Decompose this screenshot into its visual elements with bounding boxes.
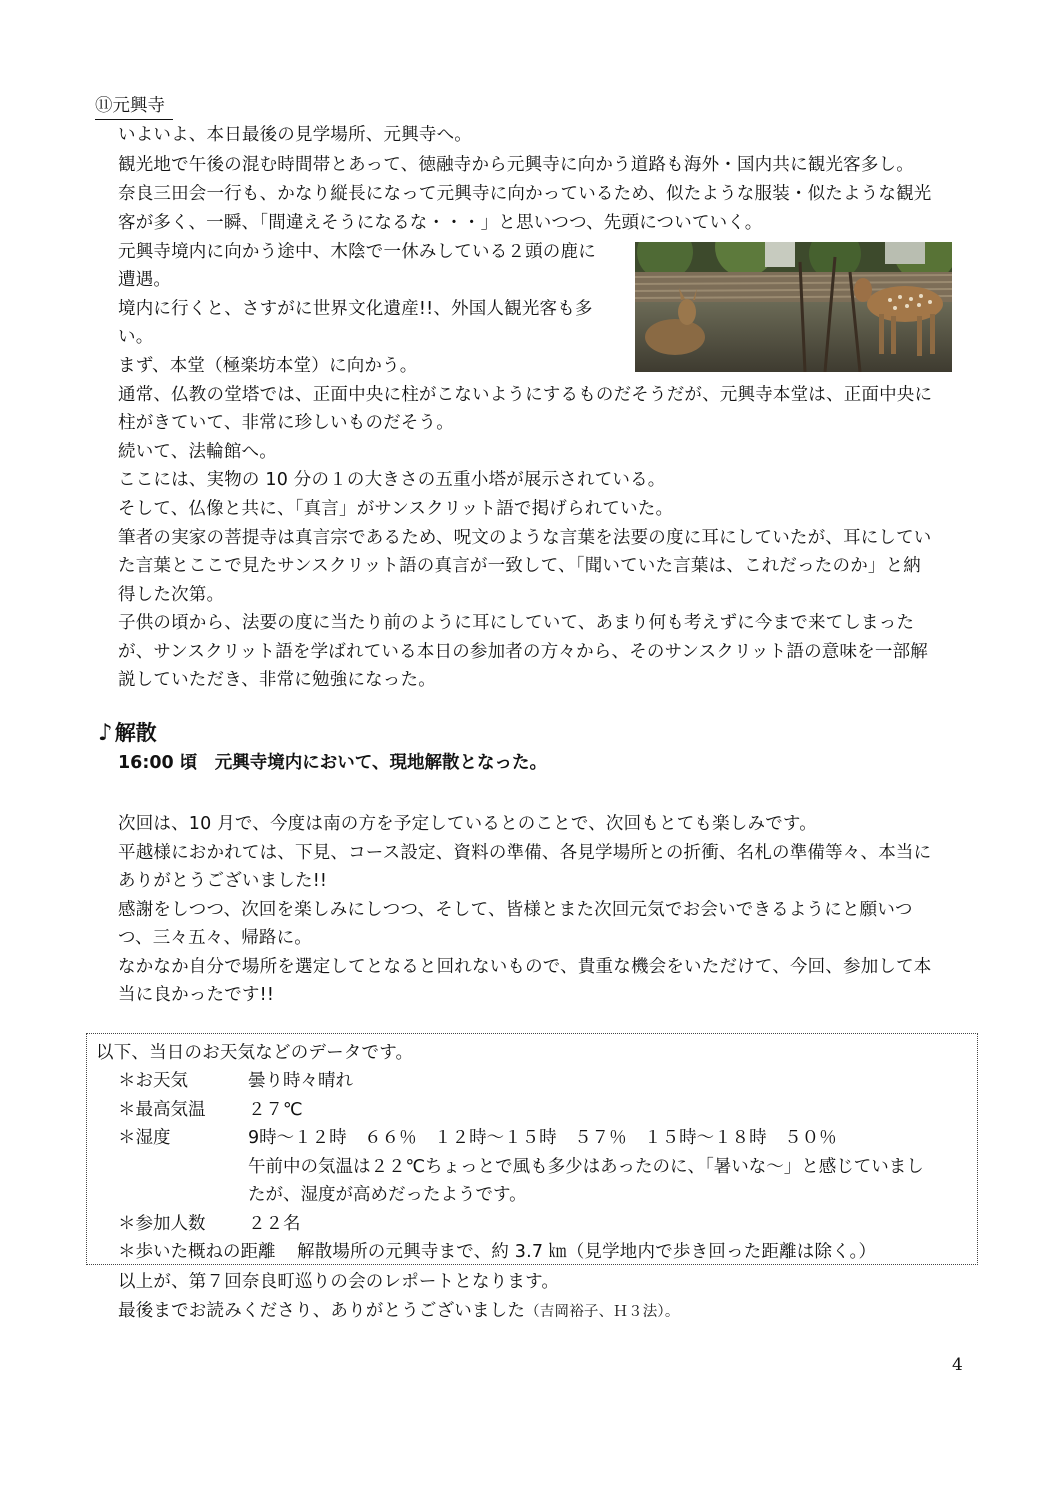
closing-thanks: 最後までお読みくださり、ありがとうございました [118, 1301, 526, 1321]
body-line: 元興寺境内に向かう途中、木陰で一休みしている２頭の鹿に [118, 242, 596, 262]
body-line: 奈良三田会一行も、かなり縦長になって元興寺に向かっているため、似たような服装・似たような観光 [118, 184, 932, 204]
body-line: 説していただき、非常に勉強になった。 [118, 670, 436, 690]
body-line: 遭遇。 [118, 270, 172, 290]
closing-line: 以上が、第７回奈良町巡りの会のレポートとなります。 [118, 1272, 560, 1292]
body-line: 観光地で午後の混む時間帯とあって、徳融寺から元興寺に向かう道路も海外・国内共に観光客多し。 [118, 155, 914, 175]
body-line: い。 [118, 327, 154, 347]
body-line: 当に良かったです!! [118, 985, 275, 1005]
music-note-icon: ♪ [98, 720, 113, 746]
humidity-value: 9時～１２時 ６６％ １２時～１５時 ５７％ １５時～１８時 ５０％ [248, 1128, 837, 1148]
humidity-note: 午前中の気温は２２℃ちょっとで風も多少はあったのに、「暑いな～」と感じていまし [248, 1157, 924, 1177]
body-line: 筆者の実家の菩提寺は真言宗であるため、呪文のような言葉を法要の度に耳にしていたが、耳にしてい [118, 528, 932, 548]
body-line: ありがとうございました!! [118, 871, 328, 891]
participants-label: ＊参加人数 [118, 1214, 206, 1234]
weather-intro: 以下、当日のお天気などのデータです。 [96, 1043, 414, 1063]
body-line: 感謝をしつつ、次回を楽しみにしつつ、そして、皆様とまた次回元気でお会いできるようにと願いつ [118, 900, 913, 920]
weather-value: 曇り時々晴れ [248, 1071, 353, 1091]
body-line: 客が多く、一瞬、「間違えそうになるな・・・」と思いつつ、先頭についていく。 [118, 213, 763, 233]
body-line: 子供の頃から、法要の度に当たり前のように耳にしていて、あまり何も考えずに今まで来てしまった [118, 613, 915, 633]
body-line: 境内に行くと、さすがに世界文化遺産!!、外国人観光客も多 [118, 299, 593, 319]
body-line: いよいよ、本日最後の見学場所、元興寺へ。 [118, 125, 472, 145]
body-line: そして、仏像と共に、「真言」がサンスクリット語で掲げられていた。 [118, 499, 674, 519]
humidity-note: たが、湿度が高めだったようです。 [248, 1185, 527, 1205]
dismissal-heading [98, 718, 157, 748]
body-line: つ、三々五々、帰路に。 [118, 928, 312, 948]
body-line: 続いて、法輪館へ。 [118, 442, 277, 462]
body-line: 通常、仏教の堂塔では、正面中央に柱がこないようにするものだそうだが、元興寺本堂は、正面中央に [118, 385, 933, 405]
section-heading: ⑪元興寺 [95, 93, 173, 120]
body-line: 得した次第。 [118, 585, 225, 605]
dismissal-heading-text: 解散 [114, 721, 157, 745]
dismissal-time: 16:00 頃 元興寺境内において、現地解散となった。 [118, 753, 547, 773]
body-line: まず、本堂（極楽坊本堂）に向かう。 [118, 356, 418, 376]
page-number: 4 [952, 1355, 963, 1375]
max-temp-value: ２７℃ [248, 1100, 303, 1120]
body-line: が、サンスクリット語を学ばれている本日の参加者の方々から、そのサンスクリット語の意味を一部解 [118, 642, 928, 662]
body-line: なかなか自分で場所を選定してとなると回れないもので、貴重な機会をいただけて、今回、参加して本 [118, 957, 932, 977]
body-line: 次回は、10 月で、今度は南の方を予定しているとのことで、次回もとても楽しみです。 [118, 814, 817, 834]
weather-label: ＊お天気 [118, 1071, 188, 1091]
deer-photo [635, 242, 952, 372]
participants-value: ２２名 [248, 1214, 301, 1234]
closing-line [118, 1297, 680, 1326]
body-line: 柱がきていて、非常に珍しいものだそう。 [118, 413, 454, 433]
body-line: ここには、実物の 10 分の１の大きさの五重小塔が展示されている。 [118, 470, 666, 490]
distance-value: 解散場所の元興寺まで、約 3.7 ㎞（見学地内で歩き回った距離は除く。） [297, 1242, 877, 1262]
body-line: た言葉とここで見たサンスクリット語の真言が一致して、「聞いていた言葉は、これだったのか」と納 [118, 556, 921, 576]
humidity-label: ＊湿度 [118, 1128, 171, 1148]
max-temp-label: ＊最高気温 [118, 1100, 206, 1120]
body-line: 平越様におかれては、下見、コース設定、資料の準備、各見学場所との折衝、名札の準備等々、本当に [118, 843, 932, 863]
distance-label: ＊歩いた概ねの距離 [118, 1242, 276, 1262]
author-credit: （吉岡裕子、Ｈ３法）。 [525, 1304, 680, 1320]
